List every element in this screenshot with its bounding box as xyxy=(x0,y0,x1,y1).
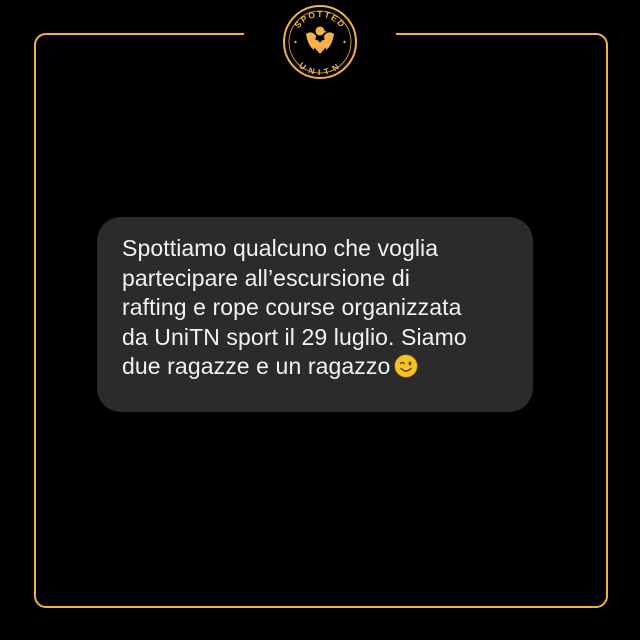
message-body: Spottiamo qualcuno che voglia partecipare all’escursione di rafting e rope course organizzata da UniTN sport il 29 luglio. Siamo due ragazze e un ragazzo xyxy=(122,235,467,379)
logo-text-top: SPOTTED xyxy=(292,8,348,31)
logo-text-bottom: UNITN xyxy=(297,60,343,78)
winking-face-emoji xyxy=(394,354,418,386)
spotted-unitn-logo xyxy=(282,4,358,80)
eagle-heart-crest-icon xyxy=(282,4,358,80)
message-bubble xyxy=(97,217,533,412)
message-text xyxy=(122,234,509,386)
